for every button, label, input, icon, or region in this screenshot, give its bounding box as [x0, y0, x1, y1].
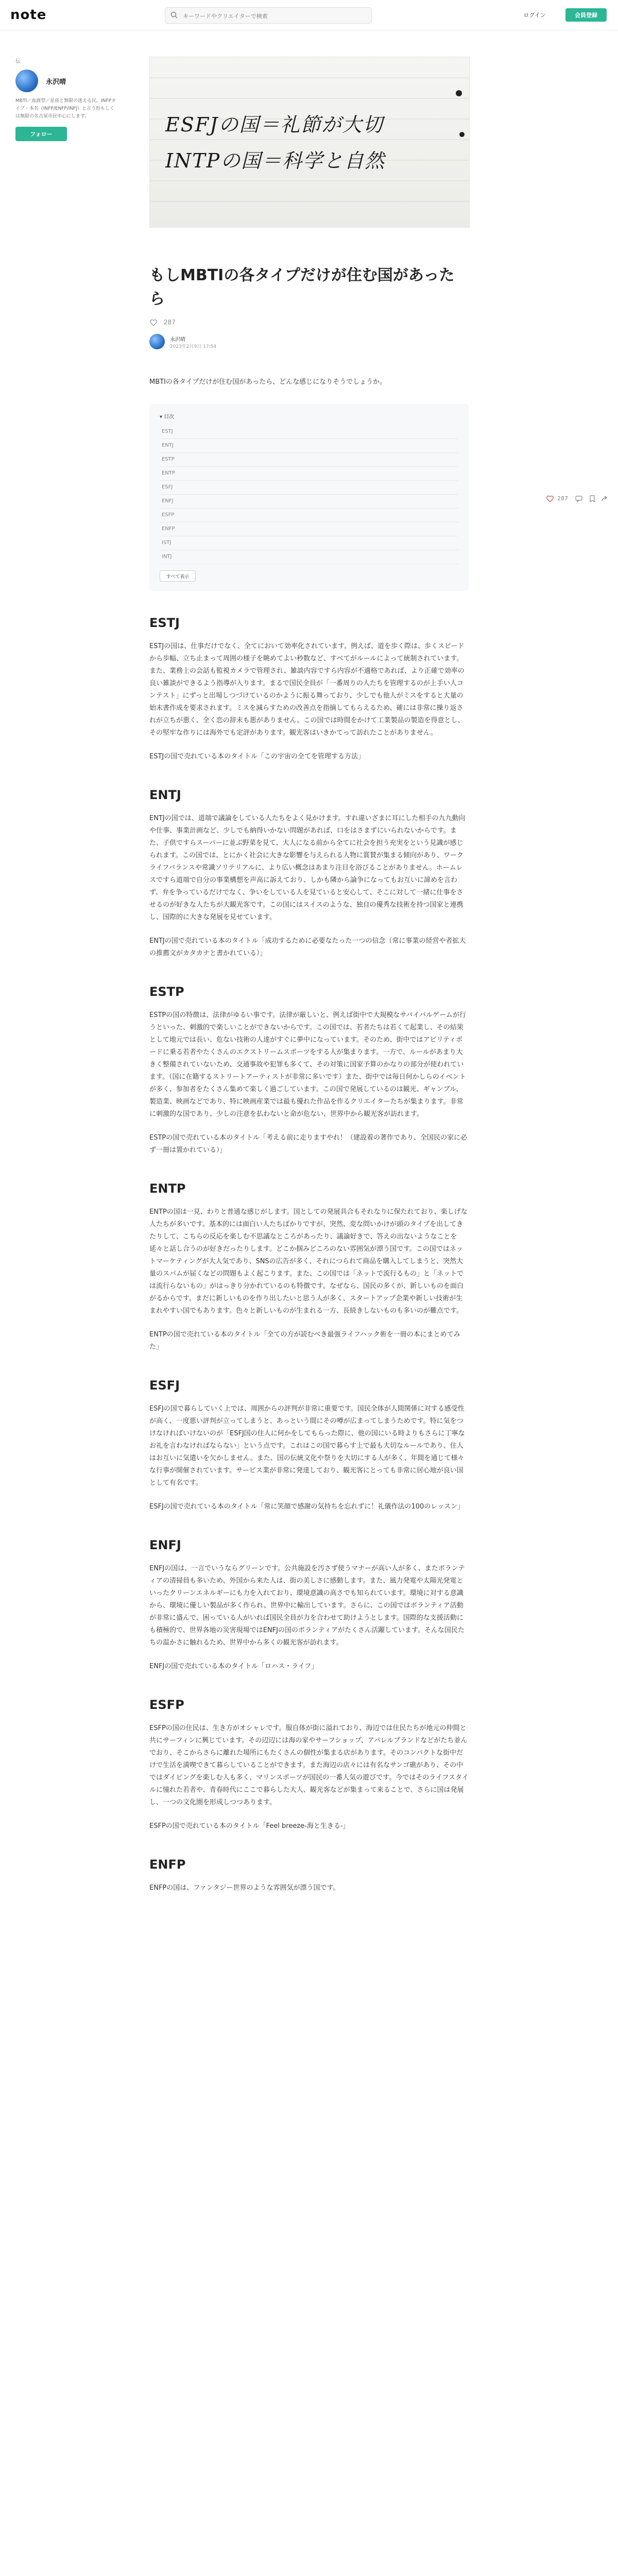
author-bio: MBTI／血液型／星座と無限の迷える民。INFPタイプ・本名（INFP/ENFP/INFJ）と言う形もしくは無限の名古屋市民中心にします。	[15, 98, 116, 119]
comment-icon[interactable]	[575, 495, 583, 505]
section-entp	[149, 1181, 469, 1353]
section-body: ESTJの国は、仕事だけでなく、全てにおいて効率化されています。例えば、道を歩く際は、歩くスピードから歩幅、立ち止まって周囲の様子を眺めてよい秒数など、すべてがルールによって統制されています。また、業務上の会話も監視カメラで管理され、雑談内容ですら内容が不適格であれば、より正確で効率の良い雑談ができるよう指導が入ります。まるで国民全員が「一番周りの人たちを管理するのが上手い人コンテスト」にずっと出場しつづけているのかように振る舞っており、少しでも他人がミスをすると大量の始末書作成を要求されます。ミスを減らすための改善点を指摘してもらえるため、確には非常に操り返されが立ちが悪く、全く恋の辞末も悪がありません。この国では時間をかけて工業製品の製造を得意とし、その堅牢な作りには海外でも定評があります。観光客はいきかてって訪れたことがありません。	[149, 642, 465, 737]
section-book-title: ESTJの国で売れている本のタイトル「この宇宙の全てを管理する方法」	[149, 753, 365, 760]
search-input[interactable]	[182, 9, 369, 23]
author-block[interactable]	[15, 70, 118, 92]
toc-item[interactable]: ESFP	[160, 509, 458, 522]
section-enfp	[149, 1857, 469, 1894]
intro-text: MBTIの各タイプだけが住む国があったら、どんな感じになりそうでしょうか。	[149, 378, 387, 386]
toc-item[interactable]: ESTP	[160, 453, 458, 467]
section-estp	[149, 985, 469, 1157]
toc-heading: ▾ 目次	[160, 414, 175, 420]
search-box[interactable]	[165, 7, 372, 24]
heart-icon[interactable]	[149, 318, 158, 327]
toc-item[interactable]: ENFJ	[160, 495, 458, 509]
author-sidebar	[15, 57, 118, 141]
like-count: 287	[163, 318, 176, 326]
section-body: ESFPの国の住民は、生き方がオシャレです。服自体が街に溢れており、海辺では住民たちが地元の仲間と共にサーフィンに興じています。その辺辺には海の家やサーフショップ、アパレルブランドなどがたち並んでおり、そこからさらに離れた場所にもたくさんの個性が集まる店があります。そのコンパクトな街中だけで生活を満喫できて暮らしていることができます。また海辺の店々には有名なサンゴ礁があり、その中ではダイビングを楽しむ人も多く、マリンスポーツが国民の一番人気の遊びです。今ではそのライフスタイルに憧れた若者や、青春時代にここで暮らした大人、観光客などが集まって来ることで、さらに国は発展し、一つの文化圏を形成しつつあります。	[149, 1724, 469, 1806]
toc-item[interactable]: ESFJ	[160, 481, 458, 495]
hero-text-line-2: INTPの国＝科学と自然	[165, 149, 386, 172]
share-icon[interactable]	[600, 495, 609, 505]
section-entj	[149, 788, 469, 960]
site-header	[0, 0, 618, 30]
hero-text-line-1: ESFJの国＝礼節が大切	[165, 113, 384, 136]
register-button[interactable]: 会員登録	[565, 8, 607, 22]
section-body: ENTJの国では、道端で議論をしている人たちをよく見かけます。すれ違いざまに耳にした相手の九九動向や仕事、事業計画など、少しでも納得いかない問題があれば、口をはさまずにいられないからです。また、子供ですらスーパーに並ぶ野菜を見て、大人になる前から全てに社会を担う充実をという見識が感じられます。この国では、とにかく社会に大きな影響を与えられる人物に賞賛が集まる傾向があり、ワークライフバランスや常識ソリテリアルに、より広い概念はあまり注目を浴びることがありません。ホームレスですら道端で自分の事業構想を声高に訴えており、しかも隣から論争になってもお互いに諦めを言わず、弁を争っているだけでなく、争いをしている人を見ていると安心して、そこに対して一緒に仕事をさせるのが好きな人たちが大観光客です。この国にはスイスのような、独自の優秀な技術を持つ国家と連携し、国際的に大きな発展を見せています。	[149, 815, 466, 921]
publish-date: 2023年2月9日 17:54	[170, 344, 217, 349]
section-body: ENTPの国は一見、わりと普通な感じがします。国としての発展具合もそれなりに保たれており、楽しげな人たちが多いです。基本的には面白い人たちばかりですが、突然、変な問いかけが頭のタイプを出してきたりして、こちらの反応を楽しむ不思議なところがあったり、議論好きで、答えの出ないようなことを延々と話し合うのが好きだったりします。どこか掴みどころのない雰囲気が漂う国です。この国ではネットマーケティングが大人気であり、SNSの広告が多く、それにつられて商品を購入してしまうと、突然大量のスパムが届くなどの問題もよく起こります。また、この国では「ネットで流行るもの」と「ネットでは流行らないもの」がはっきり分かれているのも特徴です。なぜなら、国民の多くが、新しいものを面白がるからです。まだに新しいものを作り出したいと思う人が多く、スタートアップ企業や新しい技術が生まれやすい国でもあります。色々と新しいものが生まれる一方、長続きしないものも多いのが難点です。	[149, 1208, 468, 1315]
section-book-title: ENTPの国で売れている本のタイトル「全ての方が読むべき最強ライフハック術を一冊の本にまとめてみた」	[149, 1331, 460, 1351]
section-book-title: ESFPの国で売れている本のタイトル「Feel breeze-海と生きる-」	[149, 1822, 350, 1830]
search-icon	[170, 11, 178, 18]
note-logo[interactable]: note	[10, 7, 47, 23]
toc-item[interactable]: ISTJ	[160, 536, 458, 550]
bookmark-icon[interactable]	[588, 495, 596, 505]
section-estj	[149, 616, 469, 763]
toc-show-all-button[interactable]: すべて表示	[160, 570, 196, 582]
section-book-title: ESFJの国で売れている本のタイトル「常に笑顔で感謝の気持ちを忘れずに！礼儀作法の100のレッスン」	[149, 1503, 465, 1511]
author-meta	[149, 334, 469, 352]
toc-item[interactable]: ESTJ	[160, 425, 458, 439]
avatar[interactable]	[15, 70, 38, 92]
login-button[interactable]: ログイン	[514, 8, 555, 22]
likes-row[interactable]	[149, 318, 469, 329]
section-body: ESTPの国の特徴は、法律がゆるい事です。法律が厳しいと、例えば街中で大規模なサバイバルゲームが行うといった、刺激的で楽しいことができないからです。この国では、若者たちは若くて起業し、その結果として地元では長い、危ない技術の人達がすぐに夢中になっています。そのため、街中ではアビリティボードに乗る若者やたくさんのエクストリームスポーツをする人が集まります。一方で、ルールがあまり大きく整備されていないため、交通事故や犯罪も多くて、その対策に国家予算のかなりの部分が使われています。（国に在籍するストリートアーティストが非常に多いです）また、街中では毎日何かしらのイベントが多く、参加者をたくさん集めて楽しく過ごしています。この国で発展しているのは観光、ギャンブル、製造業、映画などであり、特に映画産業では最も優れた作品を作るクリエイターたちが集まります。非常に刺激的な国であり、少しの注意を払わないと命が危ない、世界中から観光客が訪れます。	[149, 1011, 466, 1118]
toc-item[interactable]: ENFP	[160, 522, 458, 536]
article-title: もしMBTIの各タイプだけが住む国があったら	[149, 266, 455, 308]
section-heading: ESFP	[149, 1698, 184, 1712]
action-like-count: 287	[557, 495, 568, 502]
section-heading: ENFJ	[149, 1538, 181, 1552]
section-heading: ESFJ	[149, 1378, 180, 1393]
section-heading: ESTJ	[149, 616, 180, 630]
article-action-bar	[546, 495, 618, 507]
notebook-lines	[150, 57, 469, 227]
section-heading: ENFP	[149, 1857, 186, 1872]
heart-icon[interactable]	[546, 495, 554, 505]
meta-author-name[interactable]: 永沢晴	[170, 337, 185, 343]
author-avatar[interactable]	[149, 334, 165, 349]
section-heading: ENTJ	[149, 788, 181, 802]
section-body: ENFPの国は、ファンタジー世界のような雰囲気が漂う国です。	[149, 1884, 340, 1892]
section-heading: ENTP	[149, 1181, 186, 1196]
section-enfj	[149, 1538, 469, 1673]
sidebar-label: 伝	[15, 59, 21, 64]
section-body: ENFJの国は、一言でいうならグリーンです。公共施設を汚さず使うマナーが高い人が多く、またボランティアの清掃員も多いため、外国から来た人は、街の美しさに感動します。また、風力発電や太陽光発電といったクリーンエネルギーにも力を入れており、環境意識の高さでも知られています。環境に対する意識から、環境に優しい製品が多く作られ、世界中に輸出しています。さらに、この国ではボランティア活動が非常に盛んで、困っている人がいれば国民全員が力を合わせて助けようとします。国際的な支援活動にも積極的で、世界各地の災害現場ではENFJの国のボランティアがたくさん活躍しています。そんな国民たちの温かさに触れるため、世界中から多くの観光客が訪れます。	[149, 1565, 465, 1647]
section-body: ESFJの国で暮らしていく上では、周囲からの評判が非常に重要です。国民全体が人間関係に対する感受性が高く、一度悪い評判が立ってしまうと、あっという間にその噂が広まってしまうためです。特に気をつけなければいけないのが「ESFJ国の住人に何かをしてもらった際に、他の国にいる時よりもさらに丁寧なお礼を言わなければならない」という点です。これはこの国で暮らす上で最も大切なルールであり、住人はお互いに気遣いを欠かしません。また、国の伝統文化や祭りを大切にする人が多く、年間を通じて様々な行事が開催されています。サービス業が非常に発達しており、観光客にとっても非常に居心地が良い国として有名です。	[149, 1405, 465, 1487]
section-esfj	[149, 1378, 469, 1513]
section-heading: ESTP	[149, 985, 184, 999]
section-book-title: ENTJの国で売れている本のタイトル「成功するために必要なたった一つの信念（常に事業の経営や者拡大の推薦文がカタカナと書かれている）」	[149, 937, 466, 957]
article-main	[149, 57, 469, 1906]
toc-item[interactable]: INTJ	[160, 550, 458, 564]
section-book-title: ENFJの国で売れている本のタイトル「ロハス・ライフ」	[149, 1663, 318, 1670]
toc-item[interactable]: ENTJ	[160, 439, 458, 453]
section-book-title: ESTPの国で売れている本のタイトル「考える前に走りますやれ！（建設着の著作であり、全国民の家に必ず一冊は置かれている）」	[149, 1134, 467, 1154]
author-name[interactable]: 永沢晴	[46, 78, 66, 86]
hero-image	[149, 57, 470, 228]
table-of-contents	[149, 404, 469, 591]
toc-item[interactable]: ENTP	[160, 467, 458, 481]
follow-button[interactable]: フォロー	[15, 127, 67, 141]
section-esfp	[149, 1698, 469, 1833]
